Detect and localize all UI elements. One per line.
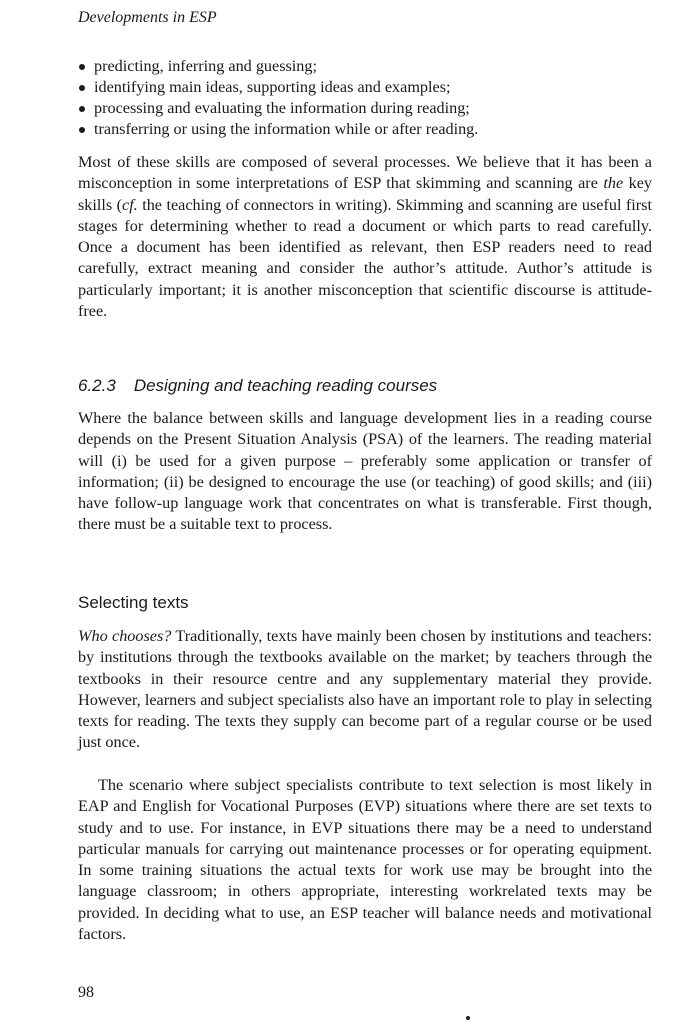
- emphasis-cf: cf.: [122, 195, 138, 214]
- paragraph-course-design: Where the balance between skills and language development lies in a reading course depends on the Present Situation Analysis (PSA) of the learners. The reading material will (i) be used for a given purpose – preferably some application or transfer of information; (ii) be designed to encourage the use (or teaching) of good skills; and (iii) have follow-up language work that concentrates on what is transferable. First though, there must be a suitable text to process.: [78, 409, 652, 534]
- lead-in-question: Who chooses?: [78, 627, 172, 645]
- section-number: 6.2.3: [78, 376, 116, 395]
- section-heading: [78, 375, 437, 397]
- list-item: transferring or using the information while or after reading.: [78, 119, 478, 140]
- page-number: 98: [78, 984, 94, 1001]
- running-head: Developments in ESP: [78, 9, 217, 26]
- list-item: processing and evaluating the information during reading;: [78, 98, 478, 119]
- paragraph-text: the teaching of connectors in writing). Skimming and scanning are useful first stages for determining whether to read a document or which parts to read carefully. Once a document has been identified as relevant, then ESP readers need to read carefully, extract meaning and consider the author’s attitude. Author’s attitude is particularly important; it is another misconception that scientific discourse is attitude-free.: [78, 195, 652, 321]
- paragraph-who-chooses: [78, 626, 652, 754]
- paragraph-text: Traditionally, texts have mainly been chosen by institutions and teachers: by institutions through the textbooks available on the market; by teachers through the textbooks in their resource centre and any supplementary material they provide. However, learners and subject specialists also have an important role to play in selecting texts for reading. The texts they supply can become part of a regular course or be used just once.: [78, 627, 653, 752]
- emphasis-the: the: [603, 174, 624, 193]
- skills-bullet-list: [78, 56, 478, 140]
- list-item: predicting, inferring and guessing;: [78, 56, 478, 77]
- paragraph-text: Most of these skills are composed of several processes. We believe that it has been a misconception in some interpretations of ESP that skimming and scanning are: [78, 153, 652, 193]
- subheading: Selecting texts: [78, 593, 189, 612]
- list-item: identifying main ideas, supporting ideas and examples;: [78, 77, 478, 98]
- paragraph-text: key skills (: [78, 174, 652, 214]
- scan-speck: [466, 1016, 470, 1020]
- paragraph-skills: [78, 152, 652, 322]
- paragraph-scenario: The scenario where subject specialists contribute to text selection is most likely in EAP and English for Vocational Purposes (EVP) situations where there are set texts to study and to use. For instance, in EVP situations there may be a need to understand particular manuals for carrying out maintenance processes or for operating equipment. In some training situations the actual texts for work use may be brought into the language classroom; in others appropriate, interesting workrelated texts may be provided. In deciding what to use, an ESP teacher will balance needs and motivational factors.: [78, 776, 652, 944]
- section-title: Designing and teaching reading courses: [133, 376, 438, 395]
